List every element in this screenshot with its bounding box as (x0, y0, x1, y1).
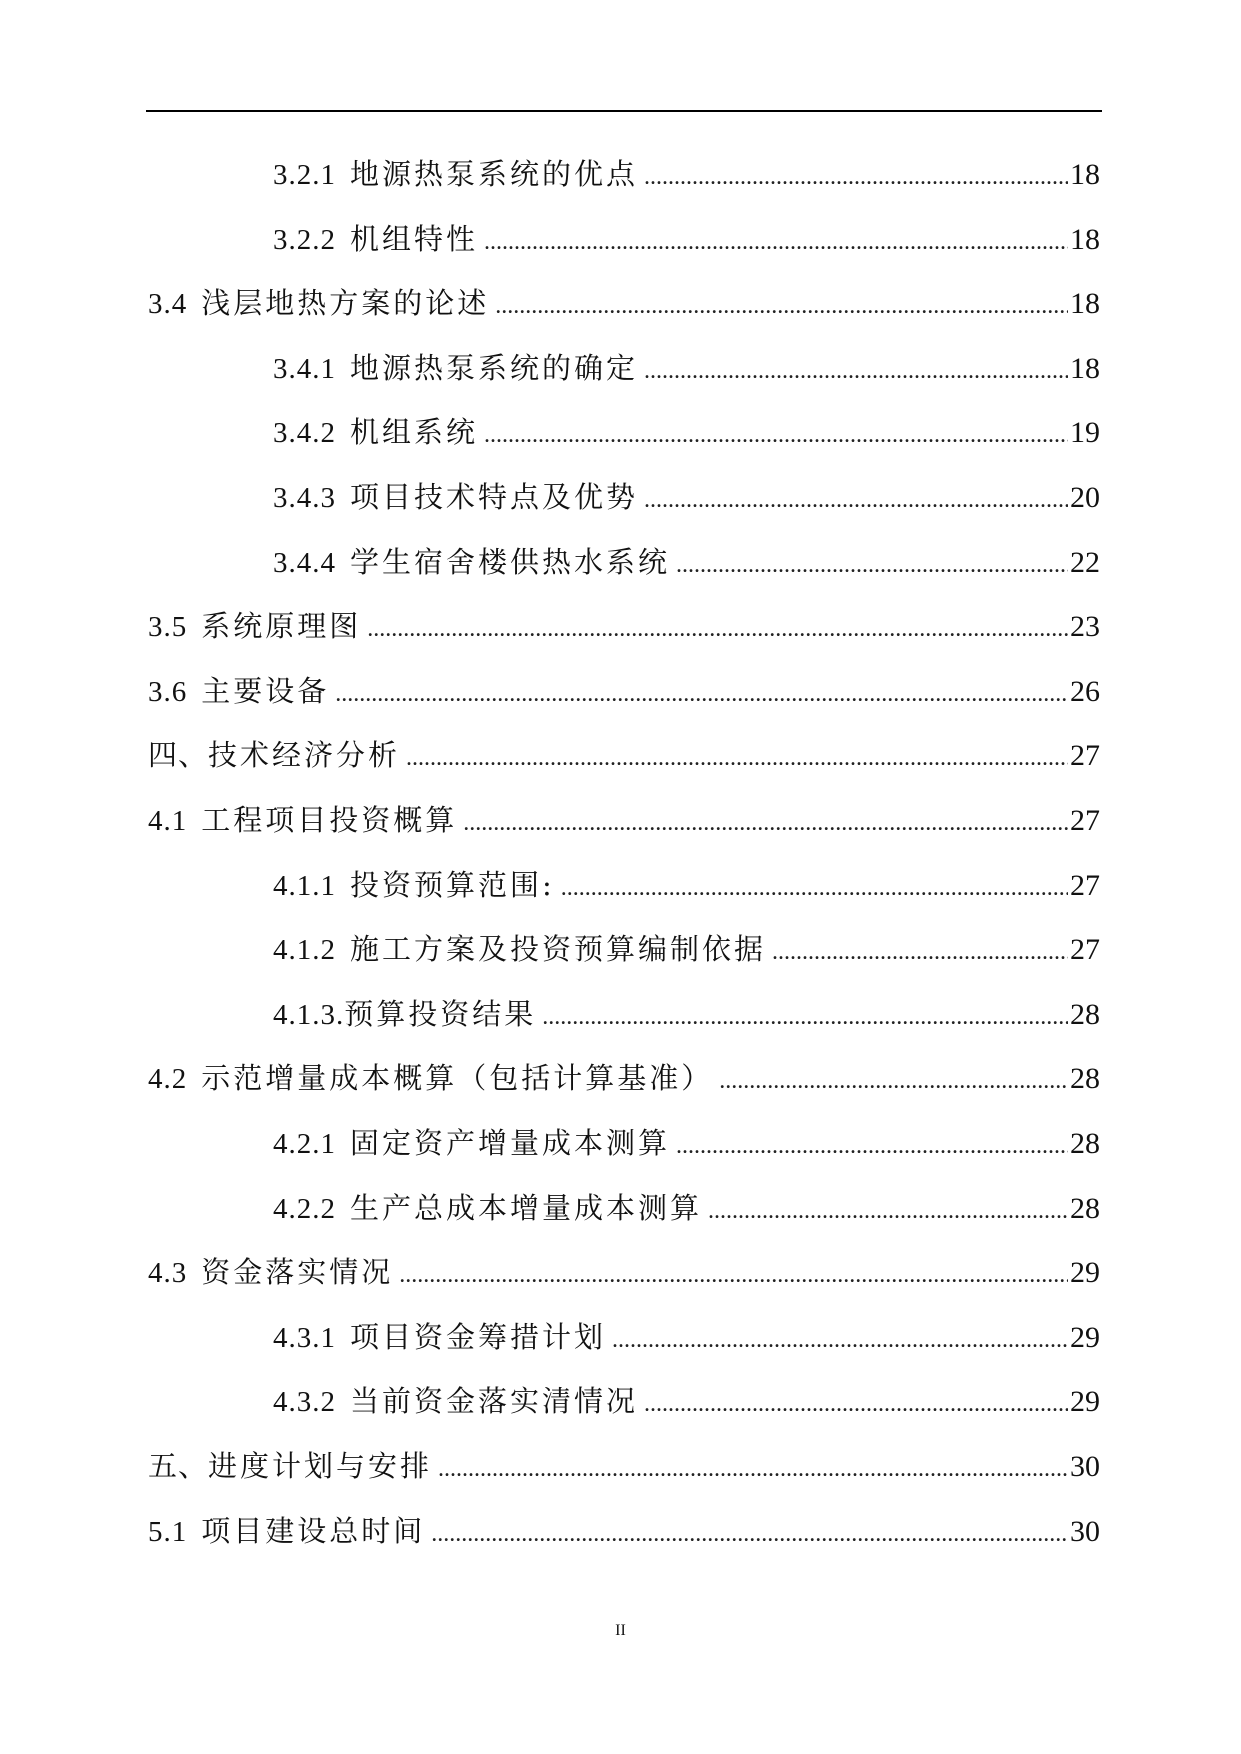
toc-dot-leader (438, 1447, 1068, 1491)
toc-entry-number: 3.4.1 (273, 352, 336, 385)
toc-entry[interactable] (273, 927, 1100, 971)
toc-dot-leader (561, 866, 1068, 910)
toc-entry-title: 主要设备 (201, 673, 330, 708)
toc-entry-page: 18 (1070, 287, 1100, 321)
toc-dot-leader (484, 220, 1068, 264)
toc-entry-title: 示范增量成本概算（包括计算基准） (201, 1061, 714, 1096)
toc-entry-number: 3.4.2 (273, 417, 336, 450)
toc-entry-number: 3.4.3 (273, 482, 336, 514)
toc-dot-leader (644, 349, 1068, 393)
toc-dot-leader (431, 1512, 1068, 1556)
toc-entry[interactable] (273, 863, 1100, 907)
toc-dot-leader (406, 736, 1068, 780)
header-rule (146, 110, 1102, 112)
toc-entry-page: 18 (1070, 158, 1100, 191)
toc-entry-page: 28 (1070, 997, 1100, 1031)
toc-entry-page: 26 (1070, 674, 1100, 708)
toc-entry-number: 4.1.1 (273, 869, 336, 902)
toc-entry-number: 3.4.4 (273, 546, 336, 579)
page-number: II (615, 1622, 626, 1639)
toc-dot-leader (612, 1318, 1068, 1362)
toc-entry-title: 地源热泵系统的优点 (350, 157, 639, 191)
toc-dot-leader (644, 478, 1068, 522)
toc-entry-page: 28 (1070, 1127, 1100, 1160)
toc-entry-page: 29 (1070, 1256, 1100, 1290)
toc-entry-number: 3.6 (148, 675, 188, 708)
toc-entry-page: 27 (1070, 933, 1100, 967)
toc-dot-leader (644, 155, 1068, 199)
toc-entry-number: 3.2.1 (273, 159, 336, 191)
toc-entry-title: 施工方案及投资预算编制依据 (350, 932, 767, 967)
toc-entry-number: 4.3 (148, 1257, 188, 1290)
toc-entry-title: 项目技术特点及优势 (350, 480, 639, 514)
toc-entry-number: 3.2.2 (273, 223, 336, 256)
toc-entry-page: 30 (1070, 1450, 1100, 1483)
toc-entry-number: 4.1.3. (273, 998, 345, 1031)
toc-dot-leader (644, 1382, 1068, 1426)
toc-entry-page: 30 (1070, 1514, 1100, 1548)
toc-entry-page: 19 (1070, 416, 1100, 450)
toc-entry[interactable] (273, 540, 1100, 584)
toc-entry-number: 4.1 (148, 805, 188, 837)
toc-entry-number: 4.2.1 (273, 1128, 336, 1160)
toc-entry-title: 机组特性 (350, 221, 479, 256)
toc-entry[interactable] (148, 281, 1100, 325)
toc-entry-page: 29 (1070, 1385, 1100, 1419)
toc-entry-number: 3.5 (148, 611, 188, 644)
toc-dot-leader (772, 930, 1068, 974)
toc-entry-number: 四、 (148, 740, 209, 773)
toc-entry-title: 生产总成本增量成本测算 (350, 1190, 703, 1225)
toc-dot-leader (676, 1124, 1068, 1168)
toc-entry-title: 浅层地热方案的论述 (201, 286, 490, 321)
toc-dot-leader (708, 1189, 1068, 1233)
toc-entry[interactable] (148, 669, 1100, 713)
toc-entry[interactable] (273, 475, 1100, 519)
toc-entry[interactable] (273, 1379, 1100, 1423)
toc-entry-page: 29 (1070, 1320, 1100, 1354)
toc-entry-title: 资金落实情况 (201, 1255, 394, 1290)
toc-entry-title: 技术经济分析 (208, 738, 401, 773)
toc-entry-number: 五、 (148, 1451, 209, 1483)
toc-entry[interactable] (273, 346, 1100, 390)
toc-entry-title: 工程项目投资概算 (201, 803, 458, 837)
toc-entry-title: 机组系统 (350, 415, 479, 450)
toc-dot-leader (495, 284, 1068, 328)
toc-dot-leader (463, 801, 1068, 845)
toc-entry-title: 当前资金落实清情况 (350, 1384, 639, 1419)
toc-dot-leader (335, 672, 1068, 716)
toc-entry-title: 固定资产增量成本测算 (350, 1126, 671, 1160)
toc-dot-leader (542, 995, 1068, 1039)
toc-entry-number: 4.3.2 (273, 1386, 336, 1419)
toc-entry[interactable] (273, 152, 1100, 196)
toc-dot-leader (367, 607, 1068, 651)
toc-entry[interactable] (148, 733, 1100, 777)
toc-entry[interactable] (148, 1444, 1100, 1488)
toc-entry-number: 4.3.1 (273, 1321, 336, 1354)
toc-dot-leader (484, 413, 1068, 457)
toc-entry-title: 项目建设总时间 (201, 1513, 426, 1548)
toc-entry-page: 18 (1070, 222, 1100, 256)
toc-entry-page: 27 (1070, 804, 1100, 837)
toc-entry[interactable] (148, 1509, 1100, 1553)
toc-entry-page: 27 (1070, 739, 1100, 773)
toc-entry-number: 4.2.2 (273, 1192, 336, 1225)
toc-entry-title: 学生宿舍楼供热水系统 (350, 544, 671, 579)
toc-entry[interactable] (148, 798, 1100, 842)
toc-entry-title: 投资预算范围: (350, 867, 555, 902)
toc-entry[interactable] (273, 217, 1100, 261)
toc-dot-leader (719, 1059, 1068, 1103)
toc-entry-title: 进度计划与安排 (208, 1449, 433, 1483)
toc-entry-title: 系统原理图 (201, 609, 362, 644)
toc-entry[interactable] (148, 604, 1100, 648)
toc-entry[interactable] (148, 1056, 1100, 1100)
toc-entry-page: 28 (1070, 1062, 1100, 1096)
toc-entry-title: 地源热泵系统的确定 (350, 350, 639, 385)
toc-entry-number: 4.2 (148, 1063, 188, 1096)
toc-entry[interactable] (273, 410, 1100, 454)
toc-entry-page: 27 (1070, 868, 1100, 902)
toc-dot-leader (399, 1253, 1068, 1297)
toc-entry-page: 20 (1070, 481, 1100, 514)
toc-entry-page: 23 (1070, 610, 1100, 644)
toc-entry-page: 22 (1070, 545, 1100, 579)
toc-entry[interactable] (273, 992, 1100, 1036)
toc-entry-page: 18 (1070, 351, 1100, 385)
toc-entry-number: 5.1 (148, 1515, 188, 1548)
toc-entry[interactable] (273, 1121, 1100, 1165)
toc-entry-page: 28 (1070, 1191, 1100, 1225)
toc-entry[interactable] (148, 1250, 1100, 1294)
toc-entry-number: 4.1.2 (273, 934, 336, 967)
toc-entry[interactable] (273, 1315, 1100, 1359)
toc-entry-number: 3.4 (148, 288, 188, 321)
toc-entry[interactable] (273, 1186, 1100, 1230)
toc-dot-leader (676, 543, 1068, 587)
toc-entry-title: 预算投资结果 (344, 996, 537, 1031)
toc-entry-title: 项目资金筹措计划 (350, 1319, 607, 1354)
